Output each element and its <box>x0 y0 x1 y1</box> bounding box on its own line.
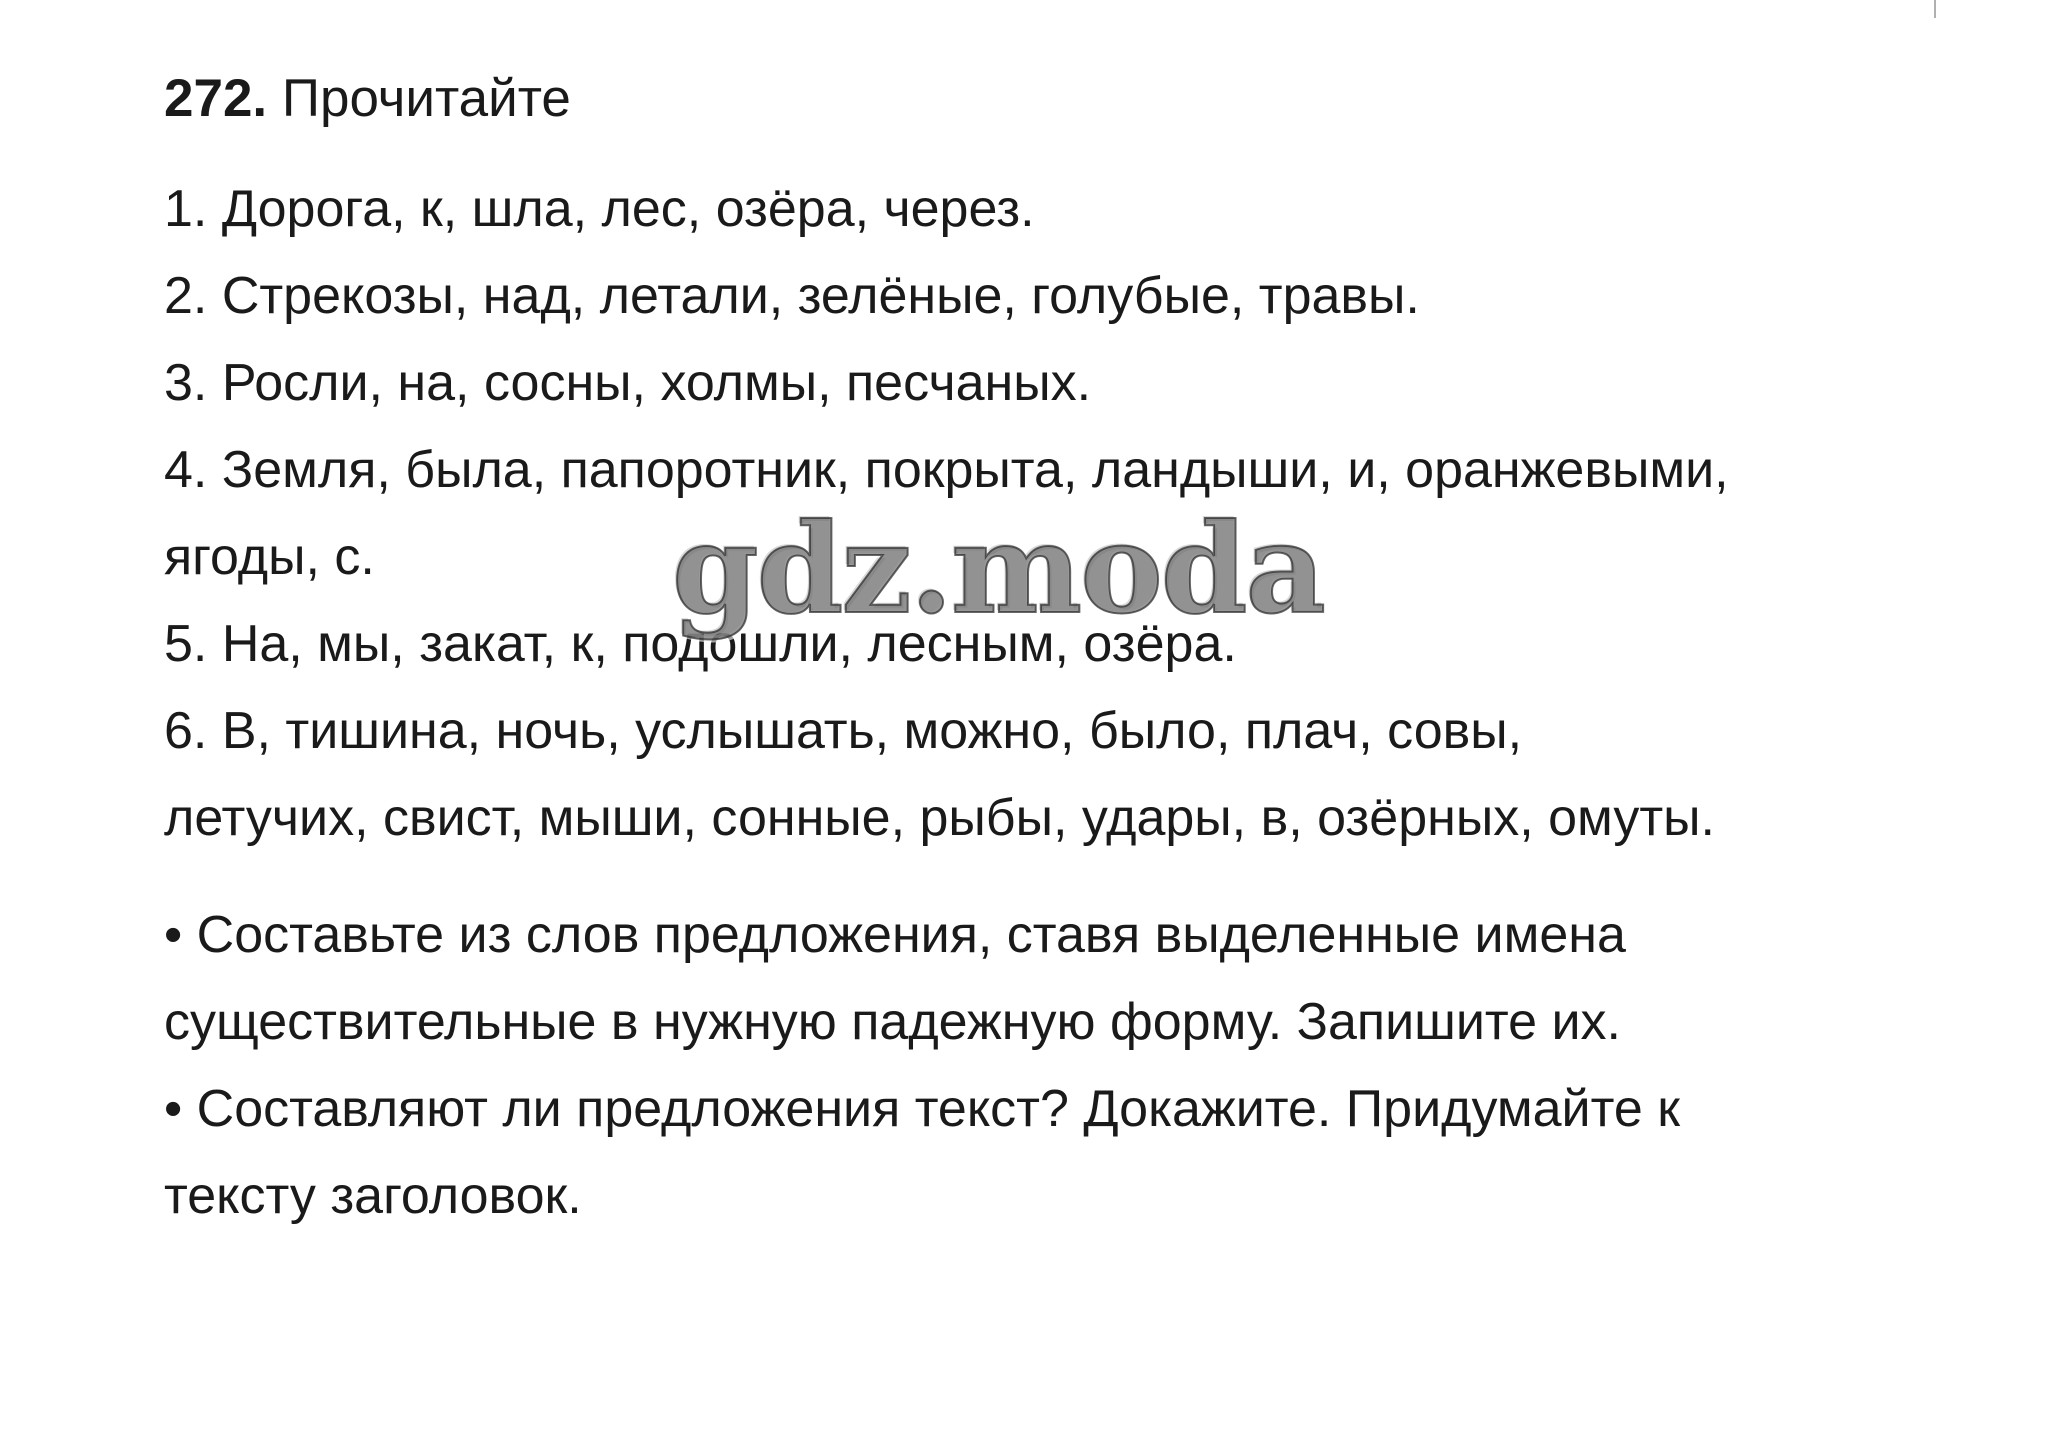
sentence-list <box>164 166 1944 862</box>
exercise-number: 272. <box>164 69 268 128</box>
sentence-line: 5. На, мы, закат, к, подошли, лесным, озёра. <box>164 615 1237 673</box>
instruction-line: существительные в нужную падежную форму. Запишите их. <box>164 993 1621 1051</box>
sentence-line: ягоды, с. <box>164 528 375 586</box>
exercise <box>164 66 1944 1240</box>
exercise-title: Прочитайте <box>281 69 571 128</box>
sentence-line: летучих, свист, мыши, сонные, рыбы, удары, в, озёрных, омуты. <box>164 789 1715 847</box>
watermark-logo: gdz.moda <box>672 497 1324 642</box>
exercise-heading <box>164 66 1944 132</box>
instruction-list <box>164 892 1944 1240</box>
sentence-line: 1. Дорога, к, шла, лес, озёра, через. <box>164 180 1035 238</box>
instruction-line: тексту заголовок. <box>164 1167 582 1225</box>
sentence-line: 4. Земля, была, папоротник, покрыта, ландыши, и, оранжевыми, <box>164 441 1729 499</box>
instruction-line: • Составьте из слов предложения, ставя выделенные имена <box>164 906 1626 964</box>
sentence-line: 3. Росли, на, сосны, холмы, песчаных. <box>164 354 1092 412</box>
sentence-line: 2. Стрекозы, над, летали, зелёные, голубые, травы. <box>164 267 1420 325</box>
sentence-line: 6. В, тишина, ночь, услышать, можно, было, плач, совы, <box>164 702 1523 760</box>
page-edge-line <box>1934 0 1936 18</box>
instruction-line: • Составляют ли предложения текст? Докажите. Придумайте к <box>164 1080 1680 1138</box>
